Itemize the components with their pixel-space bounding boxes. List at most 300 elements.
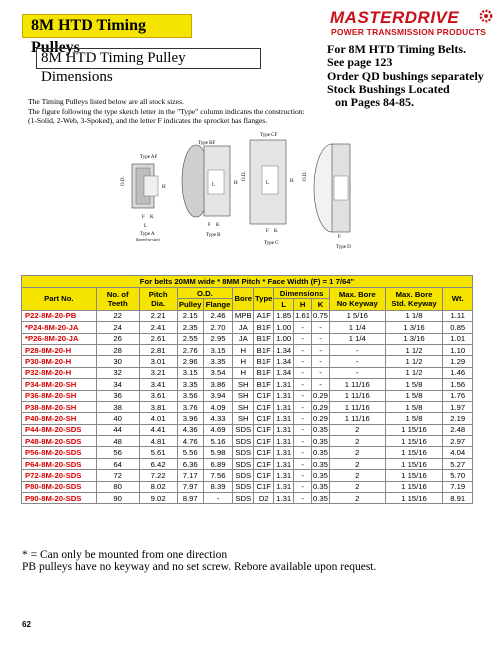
table-cell: SH	[233, 413, 254, 424]
table-cell: 1.31	[274, 481, 294, 492]
pulley-dimension-table	[21, 275, 473, 504]
table-cell: 2.48	[443, 424, 473, 435]
table-cell: 2.21	[139, 310, 177, 321]
table-cell: 4.33	[203, 413, 232, 424]
table-cell: 32	[96, 367, 139, 378]
table-cell: 3.01	[139, 356, 177, 367]
table-cell: SH	[233, 390, 254, 401]
label-l: L	[212, 183, 216, 188]
table-cell: 3.76	[177, 401, 203, 412]
table-cell: 1 3/16	[385, 333, 443, 344]
table-cell: -	[294, 390, 312, 401]
table-cell: 0.35	[312, 482, 328, 492]
table-cell: 1.31	[274, 424, 294, 435]
table-cell: 3.81	[139, 401, 177, 412]
label-type-cf: Type CF	[260, 133, 278, 138]
logo-tagline: POWER TRANSMISSION PRODUCTS	[331, 27, 487, 37]
label-h: H	[162, 185, 166, 190]
header-od: O.D.	[177, 288, 233, 299]
table-cell: 1 1/2	[385, 356, 443, 367]
header-teeth-line1: No. of	[106, 289, 129, 299]
table-cell: 1.31	[274, 401, 294, 412]
part-number-cell: P90-8M-20-SDS	[22, 493, 97, 504]
table-cell: 3.41	[139, 379, 177, 390]
table-cell: 1.31	[274, 379, 294, 390]
part-number-cell: P40-8M-20-SH	[22, 413, 97, 424]
table-cell: SDS	[233, 458, 254, 469]
table-cell: C1F	[254, 413, 274, 424]
table-cell: 1 1/8	[385, 310, 443, 321]
table-cell: -	[294, 424, 312, 435]
table-cell: -	[329, 356, 385, 367]
table-cell: 8.02	[139, 481, 177, 492]
table-cell: -	[312, 333, 330, 344]
table-cell: 4.36	[177, 424, 203, 435]
header-dim-h: H	[294, 299, 312, 310]
table-cell: 2	[329, 470, 385, 481]
side-note-line: For 8M HTD Timing Belts.	[327, 42, 467, 56]
table-cell: 2	[329, 447, 385, 458]
table-cell: 1.85	[274, 310, 294, 321]
table-cell: 1.61	[295, 311, 311, 321]
table-cell: 1 15/16	[385, 424, 443, 435]
table-row	[22, 481, 473, 492]
table-cell: -	[294, 333, 312, 344]
table-cell: B1F	[254, 344, 274, 355]
table-cell: JA	[233, 322, 254, 333]
table-banner: For belts 20MM wide * 8MM Pitch * Face Width (F) = 1 7/64"	[22, 276, 473, 288]
table-cell: -	[294, 413, 312, 424]
table-cell: 5.98	[203, 447, 232, 458]
header-teeth	[96, 288, 139, 311]
table-cell: 1 1/4	[329, 333, 385, 344]
side-note-line: Stock Bushings Located	[327, 81, 450, 96]
label-l: L	[266, 181, 270, 186]
part-number-cell: P80-8M-20-SDS	[22, 481, 97, 492]
table-cell: 56	[96, 447, 139, 458]
table-row	[22, 493, 473, 504]
table-cell: 1.31	[274, 493, 294, 504]
table-cell: 1 15/16	[385, 447, 443, 458]
side-note	[327, 43, 497, 109]
table-cell: 5.70	[443, 470, 473, 481]
table-cell: 6.89	[203, 458, 232, 469]
table-cell: 2	[329, 493, 385, 504]
table-body	[22, 310, 473, 504]
table-cell: -	[294, 458, 312, 469]
table-cell: 3.61	[139, 390, 177, 401]
part-number-cell: P22-8M-20-PB	[22, 310, 97, 321]
table-cell: 4.04	[443, 447, 473, 458]
table-cell: -	[312, 344, 330, 355]
table-cell: 1 3/16	[385, 322, 443, 333]
table-cell: 0.35	[312, 425, 328, 435]
table-cell: -	[312, 322, 330, 333]
table-cell: 2	[329, 458, 385, 469]
table-cell: 1.31	[274, 458, 294, 469]
table-row	[22, 458, 473, 469]
diagram-type-d	[303, 144, 351, 250]
header-type: Type	[254, 288, 274, 311]
table-cell: 28	[96, 344, 139, 355]
header-od-pulley: Pulley	[178, 300, 202, 310]
page-number: 62	[22, 620, 31, 629]
table-cell: 2.41	[139, 322, 177, 333]
table-cell: 1.01	[443, 333, 473, 344]
table-cell: C1F	[254, 470, 274, 481]
table-cell: 1 11/16	[329, 401, 385, 412]
table-cell: 0.35	[312, 459, 328, 469]
table-row	[22, 367, 473, 378]
table-cell: 1.11	[443, 310, 473, 321]
table-cell: 36	[96, 390, 139, 401]
table-cell: 7.97	[177, 481, 203, 492]
table-row	[22, 413, 473, 424]
table-cell: 5.16	[203, 436, 232, 447]
table-cell: 9.02	[139, 493, 177, 504]
table-cell: D2	[254, 493, 274, 504]
table-cell: SDS	[233, 424, 254, 435]
label-k: K	[274, 229, 278, 234]
table-cell: 1.34	[274, 344, 294, 355]
table-cell: SH	[233, 401, 254, 412]
footnote-pb-pulleys: PB pulleys have no keyway and no set screw. Rebore available upon request.	[22, 561, 377, 573]
table-cell: 2.15	[177, 310, 203, 321]
table-cell: 0.35	[312, 448, 328, 458]
table-cell: 1.46	[443, 367, 473, 378]
part-number-cell: P34-8M-20-SH	[22, 379, 97, 390]
table-cell: C1F	[254, 458, 274, 469]
table-cell: 5.56	[177, 447, 203, 458]
table-cell: 80	[96, 481, 139, 492]
header-dim-k: K	[312, 299, 330, 310]
table-cell: 4.76	[177, 436, 203, 447]
table-cell: -	[312, 367, 330, 378]
table-cell: 44	[96, 424, 139, 435]
table-row	[22, 344, 473, 355]
table-cell: 1 11/16	[329, 413, 385, 424]
table-cell: C1F	[254, 447, 274, 458]
label-k: K	[216, 223, 220, 228]
table-cell: 5.27	[443, 458, 473, 469]
table-cell: 1.00	[274, 322, 294, 333]
part-number-cell: P38-8M-20-SH	[22, 401, 97, 412]
diagram-type-b	[182, 141, 238, 238]
table-cell: -	[203, 493, 232, 504]
table-cell: 6.36	[177, 458, 203, 469]
table-cell: 1 11/16	[329, 379, 385, 390]
table-cell: 2.61	[139, 333, 177, 344]
table-row	[22, 390, 473, 401]
table-cell: -	[294, 447, 312, 458]
table-cell: 1.31	[274, 413, 294, 424]
table-cell: 3.94	[203, 390, 232, 401]
header-max-bore-line1: Max. Bore	[338, 289, 376, 299]
table-cell: 2.70	[203, 322, 232, 333]
part-number-cell: P30-8M-20-H	[22, 356, 97, 367]
label-f: F	[142, 215, 145, 220]
header-pitch-line1: Pitch	[148, 289, 168, 299]
intro-line: The figure following the type sketch letter in the "Type" column indicates the construction:	[28, 106, 305, 116]
table-cell: B1F	[254, 333, 274, 344]
table-cell: 0.29	[312, 413, 328, 423]
table-cell: 0.85	[443, 322, 473, 333]
part-number-cell: P36-8M-20-SH	[22, 390, 97, 401]
table-cell: 1.76	[443, 390, 473, 401]
intro-line: (1-Solid, 2-Web, 3-Spoked), and the letter F indicates the sprocket has flanges.	[28, 116, 268, 125]
table-cell: 2.97	[443, 436, 473, 447]
label-od: O.D.	[121, 176, 126, 186]
table-cell: 5.61	[139, 447, 177, 458]
table-cell: 1 5/8	[385, 390, 443, 401]
table-cell: 1 5/8	[385, 413, 443, 424]
part-number-cell: P72-8M-20-SDS	[22, 470, 97, 481]
label-f: F	[208, 223, 211, 228]
table-cell: 1.97	[443, 401, 473, 412]
table-cell: 1 1/4	[329, 322, 385, 333]
table-row	[22, 322, 473, 333]
table-cell: -	[294, 356, 312, 367]
table-row	[22, 333, 473, 344]
table-cell: 2.81	[139, 344, 177, 355]
table-cell: SDS	[233, 447, 254, 458]
part-number-cell: P56-8M-20-SDS	[22, 447, 97, 458]
table-cell: -	[329, 344, 385, 355]
table-cell: 2	[329, 481, 385, 492]
table-cell: 1 15/16	[385, 470, 443, 481]
part-number-cell: P32-8M-20-H	[22, 367, 97, 378]
table-cell: B1F	[254, 322, 274, 333]
label-type-c: Type C	[264, 241, 279, 246]
table-cell: 38	[96, 401, 139, 412]
table-cell: 1 15/16	[385, 493, 443, 504]
table-cell: SDS	[233, 493, 254, 504]
label-f: F	[266, 229, 269, 234]
table-cell: 1 5/16	[329, 310, 385, 321]
label-type-bf: Type BF	[198, 141, 216, 146]
table-row	[22, 379, 473, 390]
header-pitch-line2: Dia.	[151, 298, 166, 308]
table-cell: 2.76	[177, 344, 203, 355]
table-cell: 1.31	[274, 470, 294, 481]
table-cell: 1.31	[274, 447, 294, 458]
footnote-one-direction: * = Can only be mounted from one direction	[22, 549, 228, 561]
table-cell: 3.96	[177, 413, 203, 424]
table-cell: 1.31	[274, 390, 294, 401]
table-cell: 1.56	[443, 379, 473, 390]
table-cell: 3.15	[177, 367, 203, 378]
table-cell: 7.17	[177, 470, 203, 481]
table-cell: 1 15/16	[385, 481, 443, 492]
table-cell: -	[294, 401, 312, 412]
table-cell: 3.56	[177, 390, 203, 401]
table-row	[22, 436, 473, 447]
header-max-std-line1: Max. Bore	[395, 289, 433, 299]
table-cell: 4.41	[139, 424, 177, 435]
table-cell: 3.35	[203, 356, 232, 367]
table-cell: 90	[96, 493, 139, 504]
label-type-b: Type B	[206, 233, 221, 238]
header-max-bore-no-keyway	[329, 288, 385, 311]
table-cell: C1F	[254, 436, 274, 447]
table-cell: 1 11/16	[329, 390, 385, 401]
header-pitch	[139, 288, 177, 311]
pulley-type-diagrams	[120, 126, 370, 256]
table-cell: 1.29	[443, 356, 473, 367]
table-cell: -	[294, 367, 312, 378]
table-cell: 1 5/8	[385, 379, 443, 390]
header-teeth-line2: Teeth	[107, 298, 128, 308]
table-cell: SDS	[233, 470, 254, 481]
intro-text	[28, 97, 328, 126]
label-od: O.D.	[303, 171, 308, 181]
table-cell: 0.35	[312, 436, 328, 446]
label-k: K	[150, 215, 154, 220]
label-type-d: Type D	[336, 245, 351, 250]
label-h: H	[290, 179, 294, 184]
table-cell: 7.19	[443, 481, 473, 492]
table-cell: 7.56	[203, 470, 232, 481]
table-cell: 1 1/2	[385, 344, 443, 355]
table-cell: 3.86	[203, 379, 232, 390]
table-cell: 8.91	[443, 493, 473, 504]
table-cell: C1F	[254, 424, 274, 435]
section-subtitle: 8M HTD Timing Pulley Dimensions	[36, 48, 261, 69]
table-cell: A1F	[254, 310, 274, 321]
table-cell: 2.35	[177, 322, 203, 333]
table-cell: -	[294, 436, 312, 447]
table-row	[22, 310, 473, 321]
table-cell: 1 5/8	[385, 401, 443, 412]
table-cell: -	[294, 379, 312, 390]
table-cell: 0.29	[312, 402, 328, 412]
table-cell: 1 15/16	[385, 458, 443, 469]
table-cell: 8.97	[177, 493, 203, 504]
table-cell: 64	[96, 458, 139, 469]
table-cell: 2.19	[443, 413, 473, 424]
table-cell: -	[294, 470, 312, 481]
label-type-af: Type AF	[140, 155, 158, 160]
header-part-no: Part No.	[22, 288, 97, 311]
table-cell: 4.09	[203, 401, 232, 412]
table-cell: H	[233, 344, 254, 355]
label-type-a-note: (bored-to-size)	[136, 237, 160, 242]
header-bore: Bore	[233, 288, 254, 311]
table-cell: 4.01	[139, 413, 177, 424]
label-type-a: Type A	[140, 232, 155, 237]
table-cell: H	[233, 367, 254, 378]
table-cell: SDS	[233, 436, 254, 447]
label-h: H	[234, 181, 238, 186]
table-cell: JA	[233, 333, 254, 344]
header-od-flange: Flange	[203, 299, 232, 310]
table-cell: 3.21	[139, 367, 177, 378]
table-cell: 0.29	[312, 391, 328, 401]
part-number-cell: P48-8M-20-SDS	[22, 436, 97, 447]
table-cell: 1.31	[274, 436, 294, 447]
table-cell: 2.55	[177, 333, 203, 344]
table-cell: 6.42	[139, 458, 177, 469]
header-max-bore-line2: No Keyway	[336, 298, 378, 308]
table-cell: 40	[96, 413, 139, 424]
label-od: O.D.	[242, 171, 247, 181]
table-cell: 4.69	[203, 424, 232, 435]
table-cell: B1F	[254, 367, 274, 378]
table-cell: 1.34	[274, 356, 294, 367]
table-cell: 1.10	[443, 344, 473, 355]
side-note-line: Order QD bushings separately	[327, 68, 484, 83]
table-cell: B1F	[254, 356, 274, 367]
table-cell: C1F	[254, 390, 274, 401]
table-cell: C1F	[254, 481, 274, 492]
table-cell: SH	[233, 379, 254, 390]
table-cell: C1F	[254, 401, 274, 412]
table-cell: 2.96	[177, 356, 203, 367]
table-cell: 2	[329, 424, 385, 435]
table-cell: 0.35	[312, 470, 328, 480]
table-cell: -	[312, 379, 330, 390]
table-cell: H	[233, 356, 254, 367]
table-cell: -	[312, 356, 330, 367]
table-cell: -	[294, 493, 312, 504]
table-cell: 3.15	[203, 344, 232, 355]
intro-line: The Timing Pulleys listed below are all stock sizes.	[28, 97, 184, 106]
table-cell: -	[329, 367, 385, 378]
table-cell: 2	[329, 436, 385, 447]
table-cell: 1 15/16	[385, 436, 443, 447]
table-cell: SDS	[233, 481, 254, 492]
table-cell: 48	[96, 436, 139, 447]
side-note-line: on Pages 84-85.	[335, 95, 414, 110]
table-row	[22, 424, 473, 435]
table-cell: 2.46	[203, 310, 232, 321]
label-l: L	[144, 224, 148, 229]
header-dim-l: L	[274, 299, 294, 310]
table-row	[22, 356, 473, 367]
table-cell: 34	[96, 379, 139, 390]
page-title: 8M HTD Timing Pulleys	[22, 14, 192, 38]
table-cell: 0.75	[312, 311, 328, 321]
table-cell: 0.35	[312, 493, 328, 503]
table-cell: 1 1/2	[385, 367, 443, 378]
table-cell: 1.00	[274, 333, 294, 344]
table-row	[22, 470, 473, 481]
table-cell: -	[294, 344, 312, 355]
table-cell: 72	[96, 470, 139, 481]
table-cell: MPB	[233, 310, 254, 321]
part-number-cell: P44-8M-20-SDS	[22, 424, 97, 435]
part-number-cell: P64-8M-20-SDS	[22, 458, 97, 469]
table-cell: B1F	[254, 379, 274, 390]
table-cell: 7.22	[139, 470, 177, 481]
diagram-type-a	[121, 155, 166, 242]
table-row	[22, 447, 473, 458]
table-cell: 1.34	[274, 367, 294, 378]
table-cell: 3.35	[177, 379, 203, 390]
table-row	[22, 401, 473, 412]
table-cell: -	[294, 481, 312, 492]
part-number-cell: *P26-8M-20-JA	[22, 333, 97, 344]
table-cell: 22	[96, 310, 139, 321]
table-cell: 2.95	[203, 333, 232, 344]
header-weight: Wt.	[443, 288, 473, 311]
diagram-type-c	[242, 133, 294, 246]
table-cell: 8.39	[203, 481, 232, 492]
logo-brand-text: MASTERDRIVE	[330, 8, 460, 27]
side-note-line: See page 123	[327, 55, 393, 70]
brand-logo	[330, 8, 498, 42]
label-f: F	[338, 235, 341, 240]
